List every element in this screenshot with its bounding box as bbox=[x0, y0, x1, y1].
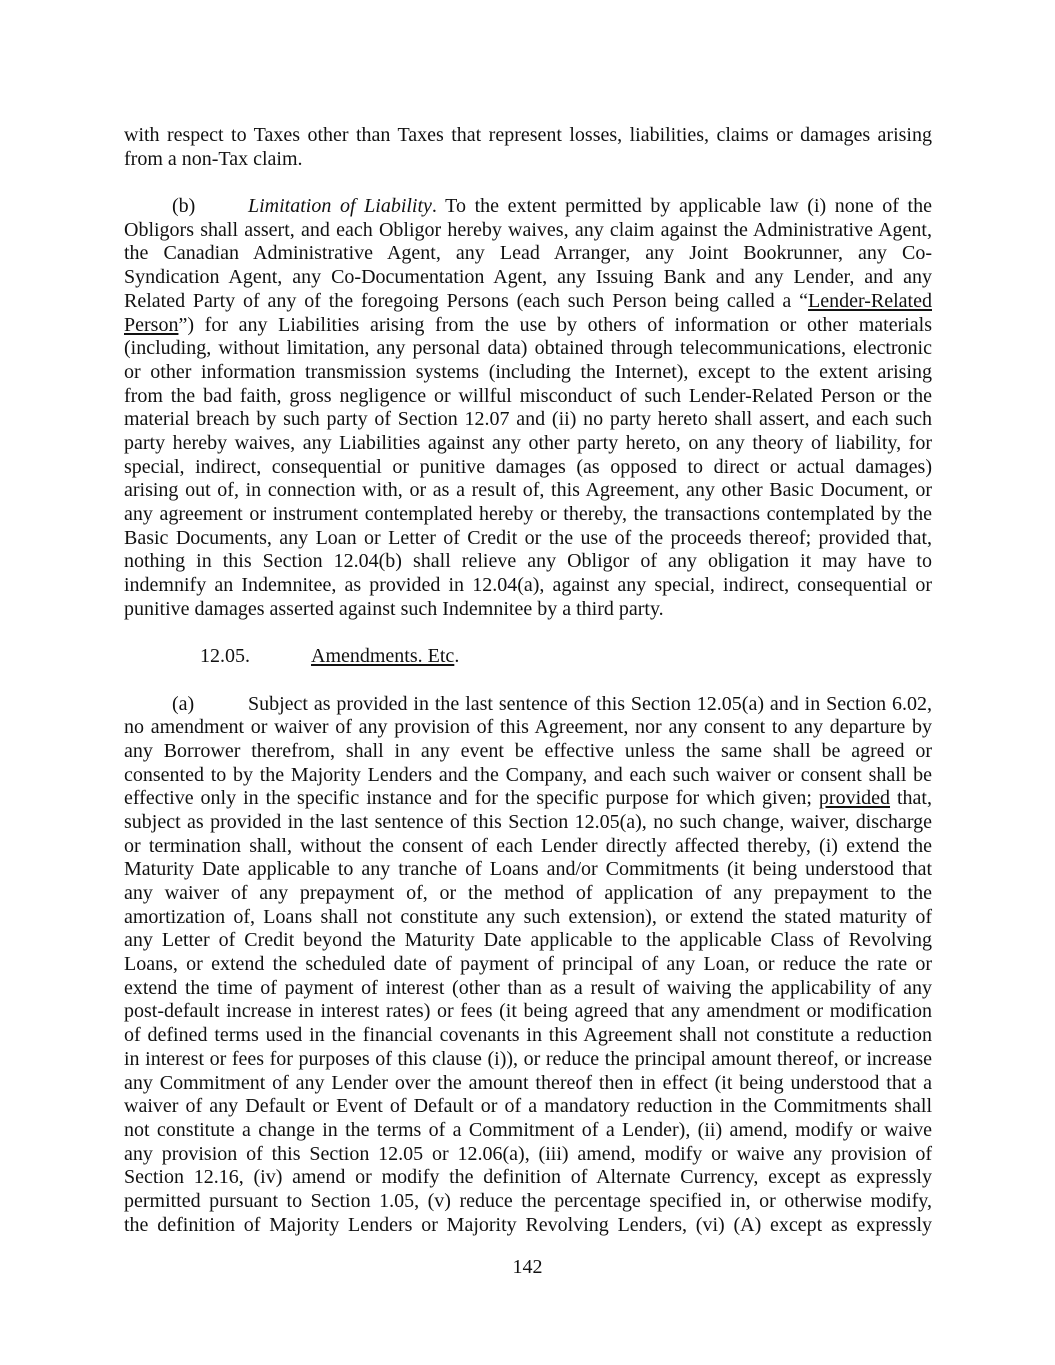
text-line bbox=[124, 337, 932, 361]
text-line bbox=[124, 740, 932, 764]
line-text: in interest or fees for purposes of this clause (i)), or reduce the principal amount thereof, or increase bbox=[124, 1047, 932, 1070]
text-line bbox=[124, 1190, 932, 1214]
text-line bbox=[124, 195, 932, 219]
text-line bbox=[124, 290, 932, 314]
text-line bbox=[124, 953, 932, 977]
text-line bbox=[124, 787, 932, 811]
line-text: from the bad faith, gross negligence or willful misconduct of such Lender-Related Person or the bbox=[124, 384, 932, 407]
text-line bbox=[124, 148, 932, 172]
text-line bbox=[124, 693, 932, 717]
paragraph bbox=[124, 195, 932, 621]
text-line bbox=[124, 1214, 932, 1238]
line-text: Obligors shall assert, and each Obligor hereby waives, any claim against the Administrative Agent, bbox=[124, 218, 932, 241]
text-line bbox=[124, 124, 932, 148]
document-page bbox=[124, 124, 932, 1261]
line-text: any Letter of Credit beyond the Maturity Date applicable to the applicable Class of Revolving bbox=[124, 929, 932, 952]
line-text: that, bbox=[890, 787, 932, 810]
text-line bbox=[124, 479, 932, 503]
text-line bbox=[124, 835, 932, 859]
line-text: the Canadian Administrative Agent, any Lead Arranger, any Joint Bookrunner, any Co- bbox=[124, 242, 932, 265]
text-line bbox=[124, 1095, 932, 1119]
text-line bbox=[124, 503, 932, 527]
paragraph-label: (b) bbox=[172, 195, 196, 218]
text-line bbox=[124, 764, 932, 788]
line-text: Related Party of any of the foregoing Persons (each such Person being called a “ bbox=[124, 289, 809, 312]
line-text: (including, without limitation, any personal data) obtained through telecommunications, electronic bbox=[124, 337, 932, 360]
text-line bbox=[124, 527, 932, 551]
paragraph-label: (a) bbox=[172, 692, 195, 715]
line-text: any provision of this Section 12.05 or 12.06(a), (iii) amend, modify or waive any provision of bbox=[124, 1142, 932, 1165]
line-text: ”) for any Liabilities arising from the use by others of information or other materials bbox=[178, 313, 932, 336]
page-number: 142 bbox=[512, 1256, 543, 1278]
line-text: amortization of, Loans shall not constitute any such extension), or extend the stated maturity of bbox=[124, 905, 932, 928]
line-text: Section 12.16, (iv) amend or modify the definition of Alternate Currency, except as expressly bbox=[124, 1166, 932, 1189]
line-text: with respect to Taxes other than Taxes that represent losses, liabilities, claims or damages arising bbox=[124, 124, 932, 146]
italic-caption: Limitation of Liability bbox=[248, 195, 432, 218]
text-line bbox=[124, 1166, 932, 1190]
text-line bbox=[124, 906, 932, 930]
line-text: not constitute a change in the terms of a Commitment of a Lender), (ii) amend, modify or waive bbox=[124, 1118, 932, 1141]
line-text: from a non-Tax claim. bbox=[124, 147, 303, 170]
text-line bbox=[124, 1024, 932, 1048]
line-text: Maturity Date applicable to any tranche of Loans and/or Commitments (it being understood that bbox=[124, 858, 932, 881]
line-text: punitive damages asserted against such Indemnitee by a third party. bbox=[124, 597, 664, 620]
text-line bbox=[124, 1143, 932, 1167]
line-text: the definition of Majority Lenders or Majority Revolving Lenders, (vi) (A) except as expressly bbox=[124, 1213, 932, 1236]
text-line bbox=[124, 811, 932, 835]
line-text: indemnify an Indemnitee, as provided in 12.04(a), against any special, indirect, consequential or bbox=[124, 574, 932, 597]
line-text: nothing in this Section 12.04(b) shall relieve any Obligor of any obligation it may have to bbox=[124, 550, 932, 573]
line-text: special, indirect, consequential or punitive damages (as opposed to direct or actual damages) bbox=[124, 455, 932, 478]
line-text: subject as provided in the last sentence of this Section 12.05(a), no such change, waiver, discharge bbox=[124, 810, 932, 833]
text-line bbox=[124, 1072, 932, 1096]
line-text: arising out of, in connection with, or as a result of, this Agreement, any other Basic Document, or bbox=[124, 479, 932, 502]
line-text: waiver of any Default or Event of Default or of a mandatory reduction in the Commitments shall bbox=[124, 1095, 932, 1118]
text-line bbox=[124, 858, 932, 882]
line-text: . To the extent permitted by applicable law (i) none of the bbox=[431, 195, 932, 218]
section-title: Amendments. Etc bbox=[311, 645, 455, 668]
text-line bbox=[124, 219, 932, 243]
line-text: Basic Documents, any Loan or Letter of Credit or the use of the proceeds thereof; provided that, bbox=[124, 526, 932, 549]
text-line bbox=[124, 598, 932, 622]
line-text: of defined terms used in the financial covenants in this Agreement shall not constitute a reduction bbox=[124, 1024, 932, 1047]
section-12-05-body bbox=[124, 693, 932, 1238]
line-text: any waiver of any prepayment of, or the method of application of any prepayment to the bbox=[124, 882, 932, 904]
line-text: any agreement or instrument contemplated hereby or thereby, the transactions contemplated by the bbox=[124, 503, 932, 525]
text-line bbox=[124, 1119, 932, 1143]
line-text: any Commitment of any Lender over the amount thereof then in effect (it being understood that a bbox=[124, 1071, 932, 1094]
text-line bbox=[124, 977, 932, 1001]
text-line bbox=[124, 574, 932, 598]
defined-term: Person bbox=[124, 313, 179, 336]
text-line bbox=[124, 242, 932, 266]
line-text: extend the time of payment of interest (other than as a result of waiving the applicability of any bbox=[124, 976, 932, 999]
defined-term: provided bbox=[818, 787, 891, 810]
text-line bbox=[124, 432, 932, 456]
line-text: Subject as provided in the last sentence of this Section 12.05(a) and in Section 6.02, bbox=[248, 692, 932, 715]
line-text: or other information transmission systems (including the Internet), except to the extent arising bbox=[124, 360, 932, 383]
text-line bbox=[124, 408, 932, 432]
text-line bbox=[124, 314, 932, 338]
text-line bbox=[124, 929, 932, 953]
line-text: post-default increase in interest rates) or fees (it being agreed that any amendment or modification bbox=[124, 1000, 932, 1023]
line-text: Syndication Agent, any Co-Documentation Agent, any Issuing Bank and any Lender, and any bbox=[124, 266, 932, 289]
section-number: 12.05. bbox=[200, 645, 250, 668]
line-text: consented to by the Majority Lenders and the Company, and each such waiver or consent shall be bbox=[124, 763, 932, 786]
section-title-period: . bbox=[454, 645, 460, 668]
text-line bbox=[124, 456, 932, 480]
section-12-04-continuation bbox=[124, 124, 932, 621]
line-text: permitted pursuant to Section 1.05, (v) reduce the percentage specified in, or otherwise modify, bbox=[124, 1189, 932, 1212]
text-line bbox=[124, 1000, 932, 1024]
text-line bbox=[124, 550, 932, 574]
text-line bbox=[124, 882, 932, 906]
section-heading bbox=[124, 645, 932, 669]
line-text: any Borrower therefrom, shall in any event be effective unless the same shall be agreed or bbox=[124, 739, 932, 762]
paragraph bbox=[124, 124, 932, 171]
line-text: no amendment or waiver of any provision of this Agreement, nor any consent to any departure by bbox=[124, 716, 932, 739]
line-text: or termination shall, without the consent of each Lender directly affected thereby, (i) extend the bbox=[124, 834, 932, 857]
paragraph bbox=[124, 693, 932, 1238]
text-line bbox=[124, 361, 932, 385]
line-text: effective only in the specific instance and for the specific purpose for which given; bbox=[124, 787, 819, 810]
text-line bbox=[124, 385, 932, 409]
defined-term: Lender-Related bbox=[808, 289, 932, 312]
line-text: Loans, or extend the scheduled date of payment of principal of any Loan, or reduce the rate or bbox=[124, 953, 932, 976]
text-line bbox=[124, 1048, 932, 1072]
text-line bbox=[124, 266, 932, 290]
line-text: material breach by such party of Section 12.07 and (ii) no party hereto shall assert, and each such bbox=[124, 408, 932, 431]
text-line bbox=[124, 716, 932, 740]
line-text: party hereby waives, any Liabilities against any other party hereto, on any theory of liability, for bbox=[124, 431, 932, 454]
